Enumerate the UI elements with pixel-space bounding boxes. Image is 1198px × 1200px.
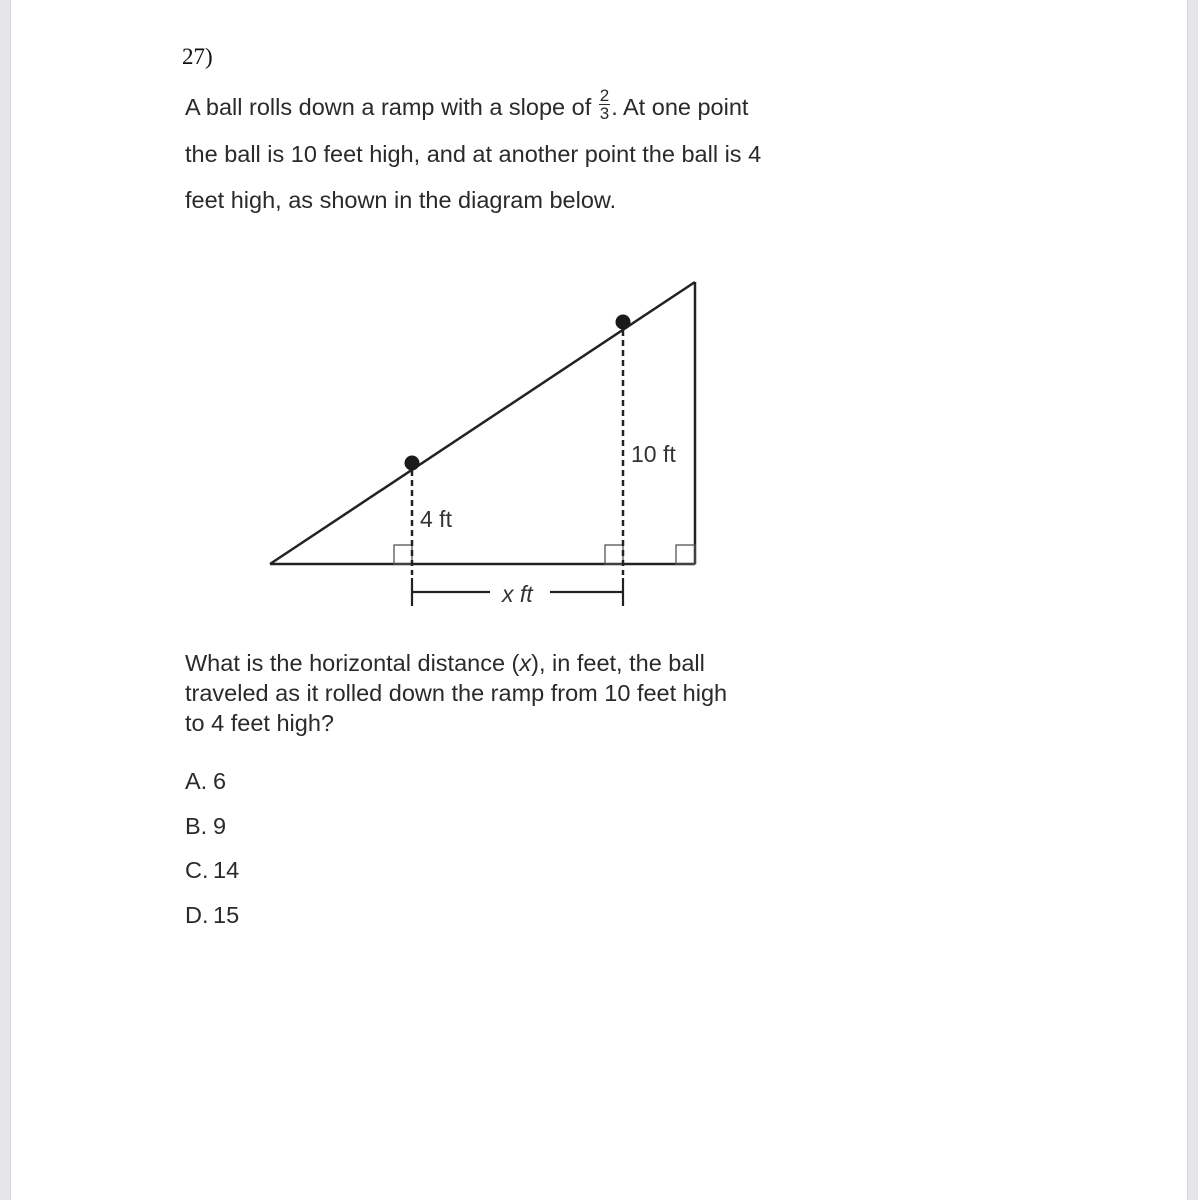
- ramp-slope: [270, 282, 695, 564]
- choice-value: 9: [213, 812, 227, 839]
- choice-letter: B.: [185, 812, 208, 839]
- prompt-text-1: What is the horizontal distance (: [185, 650, 520, 676]
- prompt-text-2: ), in feet, the ball traveled as it rolled down the ramp from 10 feet high to 4 feet high?: [185, 650, 728, 736]
- prompt-variable: x: [519, 650, 532, 676]
- label-xft: x ft: [502, 581, 533, 607]
- stem-text-1: A ball rolls down a ramp with a slope of: [185, 94, 592, 120]
- choice-c[interactable]: [185, 853, 239, 898]
- choice-d[interactable]: [185, 898, 239, 943]
- question-number: 27): [182, 44, 213, 69]
- choice-value: 14: [213, 857, 240, 883]
- slope-numerator: 2: [599, 86, 610, 106]
- choice-letter: C.: [185, 857, 209, 883]
- choice-b[interactable]: [185, 809, 239, 854]
- stem-text-2: . At one point the ball is 10 feet high, and at another point the ball is 4 feet high, as shown in the diagram below.: [185, 94, 762, 213]
- choice-letter: D.: [185, 901, 209, 928]
- label-10ft: 10 ft: [631, 441, 676, 467]
- choice-value: 6: [213, 768, 227, 794]
- slope-denominator: 3: [599, 104, 610, 124]
- right-angle-mark-high: [605, 545, 623, 564]
- right-angle-mark-low: [394, 545, 412, 564]
- question-prompt: [185, 648, 745, 738]
- choice-a[interactable]: [185, 764, 239, 809]
- ball-low: [405, 456, 420, 471]
- answer-choices: [185, 764, 239, 942]
- choice-value: 15: [213, 901, 240, 928]
- choice-letter: A.: [185, 768, 208, 794]
- ball-high: [616, 315, 631, 330]
- right-angle-mark-end: [676, 545, 695, 564]
- label-4ft: 4 ft: [420, 506, 452, 532]
